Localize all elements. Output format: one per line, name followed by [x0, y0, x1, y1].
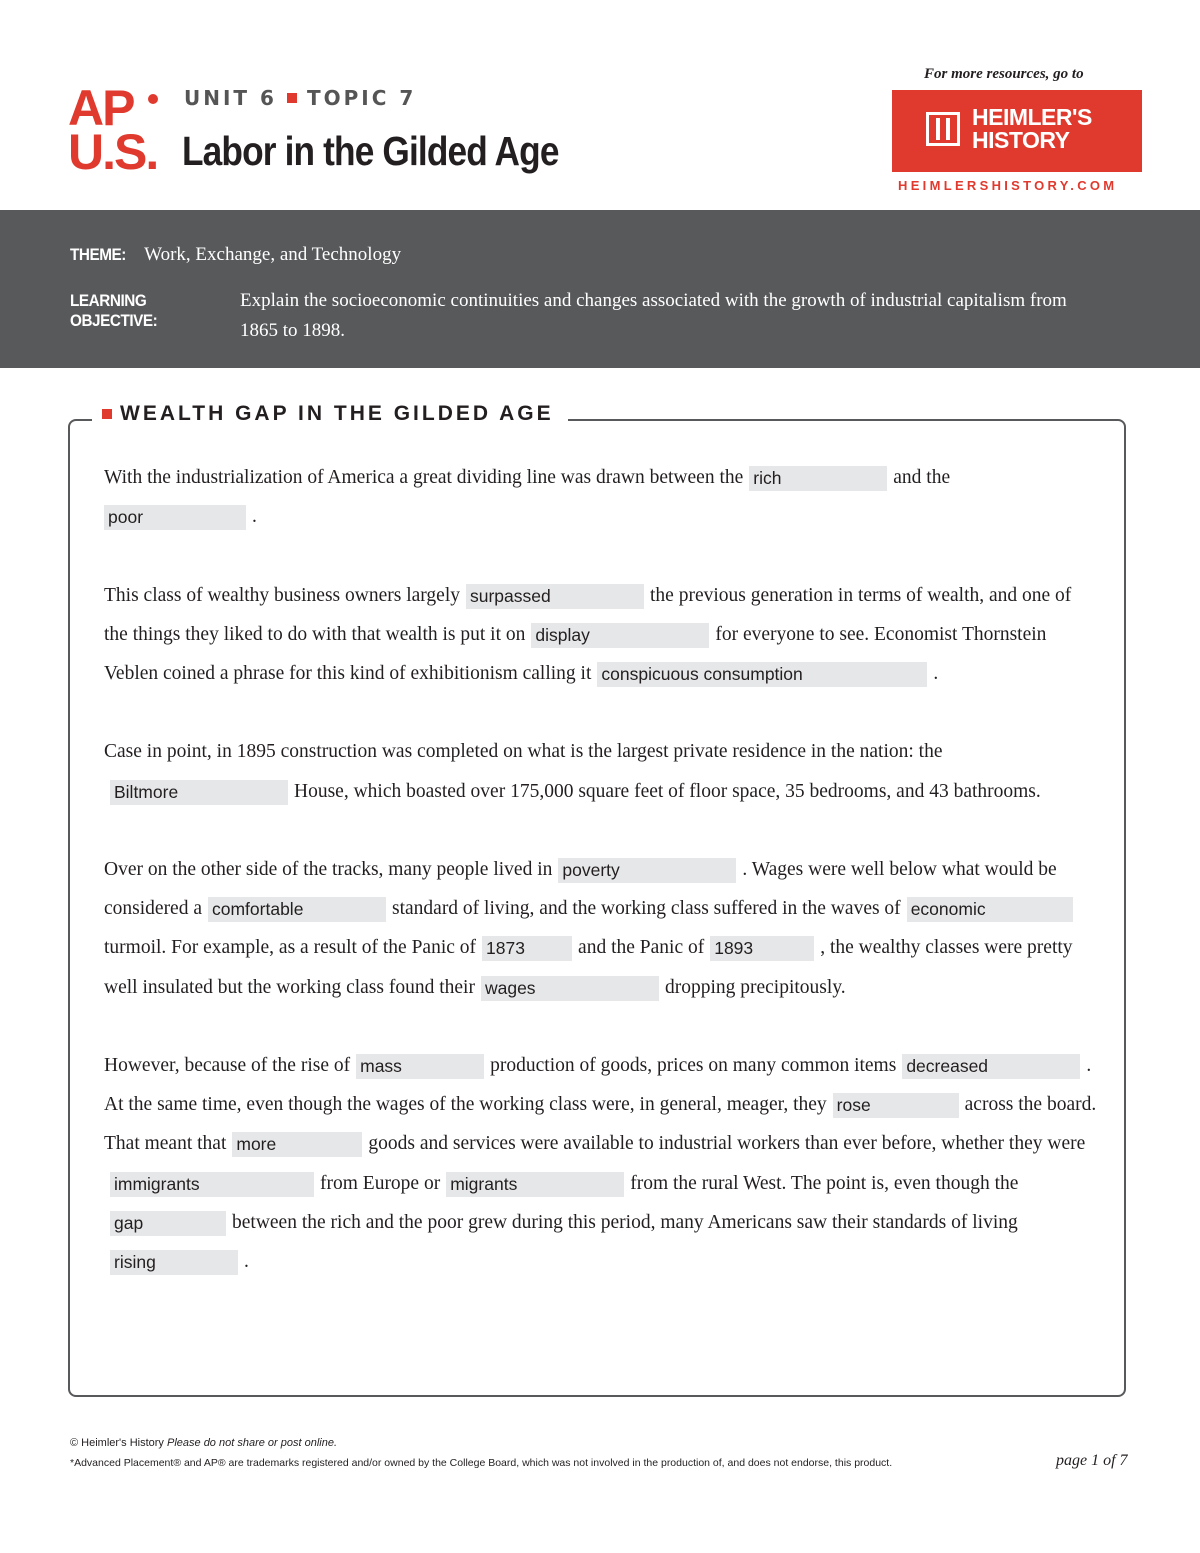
text: across the board. That meant that — [104, 1094, 1097, 1155]
page-title: Labor in the Gilded Age — [182, 128, 559, 174]
separator-square-icon — [287, 93, 297, 103]
text: With the industrialization of America a great dividing line was drawn between the — [104, 467, 744, 488]
heading-square-icon — [102, 409, 112, 419]
text: . Wages were well below what would be considered a — [104, 858, 1057, 920]
fill-blank-migrants[interactable]: migrants — [446, 1172, 624, 1197]
section-heading-text: WEALTH GAP IN THE GILDED AGE — [120, 402, 554, 425]
worksheet-content — [104, 458, 1098, 1320]
text: production of goods, prices on many common items — [490, 1054, 897, 1076]
text: from Europe or — [320, 1172, 441, 1194]
heimlers-history-logo[interactable] — [892, 90, 1142, 172]
resources-text: For more resources, go to — [924, 66, 1084, 82]
fill-blank-rose[interactable]: rose — [833, 1093, 959, 1118]
fill-blank-biltmore[interactable]: Biltmore — [110, 780, 288, 805]
ap-logo-line2: U.S. — [68, 124, 158, 180]
fill-blank-rising[interactable]: rising — [110, 1250, 238, 1275]
text: Case in point, in 1895 construction was completed on what is the largest private residence in the nation: the — [104, 741, 943, 763]
hh-monogram-icon — [926, 112, 960, 146]
text: standard of living, and the working class suffered in the waves of — [392, 898, 901, 920]
text: dropping precipitously. — [664, 976, 846, 998]
text: and the — [893, 467, 951, 488]
fill-blank-immigrants[interactable]: immigrants — [110, 1172, 314, 1197]
text: the previous generation in terms of wealth, and one of the things they liked to do with that wealth is put it on — [104, 584, 1072, 645]
text: and the Panic of — [578, 937, 705, 959]
text: . — [933, 663, 939, 684]
paragraph-4 — [104, 850, 1098, 1007]
text: Over on the other side of the tracks, many people lived in — [104, 858, 553, 880]
text: . At the same time, even though the wages of the working class were, in general, meager, they — [104, 1054, 1092, 1116]
theme-value: Work, Exchange, and Technology — [144, 244, 402, 265]
unit-label: UNIT 6 — [184, 86, 277, 110]
fill-blank-decreased[interactable]: decreased — [902, 1054, 1080, 1079]
trademark-notice: *Advanced Placement® and AP® are trademarks registered and/or owned by the College Board, which was not involved in the production of, and does not endorse, this product. — [70, 1457, 893, 1469]
fill-blank-rich[interactable]: rich — [749, 466, 887, 491]
fill-blank-poverty[interactable]: poverty — [558, 858, 736, 883]
ap-logo-dot — [148, 94, 158, 104]
ap-us-logo — [68, 80, 160, 180]
fill-blank-wages[interactable]: wages — [481, 976, 659, 1001]
text: turmoil. For example, as a result of the Panic of — [104, 937, 477, 959]
objective-value: Explain the socioeconomic continuities and changes associated with the growth of industrial capitalism from 1865 to 1898. — [240, 290, 1067, 341]
brand-name — [972, 106, 1092, 152]
fill-blank-conspicuous-consumption[interactable]: conspicuous consumption — [597, 662, 927, 687]
fill-blank-comfortable[interactable]: comfortable — [208, 897, 386, 922]
share-notice: Please do not share or post online. — [167, 1437, 338, 1449]
text: . — [244, 1251, 249, 1272]
fill-blank-poor[interactable]: poor — [104, 505, 246, 530]
paragraph-2 — [104, 576, 1098, 694]
copyright: © Heimler's History — [70, 1437, 164, 1449]
objective-row — [70, 286, 1080, 346]
paragraph-5 — [104, 1046, 1098, 1281]
unit-topic — [184, 86, 416, 110]
objective-label: LEARNING OBJECTIVE: — [70, 291, 158, 330]
text: However, because of the rise of — [104, 1054, 351, 1076]
paragraph-3 — [104, 732, 1098, 810]
brand-url-link[interactable]: HEIMLERSHISTORY.COM — [898, 178, 1118, 193]
fill-blank-gap[interactable]: gap — [110, 1211, 226, 1236]
text: between the rich and the poor grew during this period, many Americans saw their standards of living — [232, 1211, 1018, 1233]
text: This class of wealthy business owners largely — [104, 584, 460, 606]
fill-blank-more[interactable]: more — [232, 1132, 362, 1157]
fill-blank-economic[interactable]: economic — [907, 897, 1073, 922]
brand-line1: HEIMLER'S — [972, 104, 1092, 130]
theme-band — [0, 210, 1200, 368]
text: . — [252, 506, 257, 528]
fill-blank-display[interactable]: display — [531, 623, 709, 648]
page-number: page 1 of 7 — [1056, 1452, 1128, 1469]
text: , the wealthy classes were pretty well insulated but the working class found their — [104, 937, 1073, 998]
paragraph-1 — [104, 458, 1098, 536]
theme-row — [70, 244, 401, 266]
brand-line2: HISTORY — [972, 127, 1070, 153]
fill-blank-1873[interactable]: 1873 — [482, 936, 572, 961]
fill-blank-mass[interactable]: mass — [356, 1054, 484, 1079]
section-heading — [92, 402, 568, 426]
text: for everyone to see. Economist Thornstein Veblen coined a phrase for this kind of exhibitionism calling it — [104, 623, 1047, 684]
text: House, which boasted over 175,000 square feet of floor space, 35 bedrooms, and 43 bathrooms. — [294, 780, 1041, 802]
topic-label: TOPIC 7 — [306, 86, 417, 110]
theme-label: THEME: — [70, 245, 126, 264]
fill-blank-surpassed[interactable]: surpassed — [466, 584, 644, 609]
text: from the rural West. The point is, even though the — [630, 1172, 1019, 1194]
text: goods and services were available to industrial workers than ever before, whether they were — [368, 1133, 1086, 1155]
fill-blank-1893[interactable]: 1893 — [710, 936, 814, 961]
copyright-line — [70, 1437, 337, 1449]
ap-logo-line1: AP — [68, 80, 134, 136]
